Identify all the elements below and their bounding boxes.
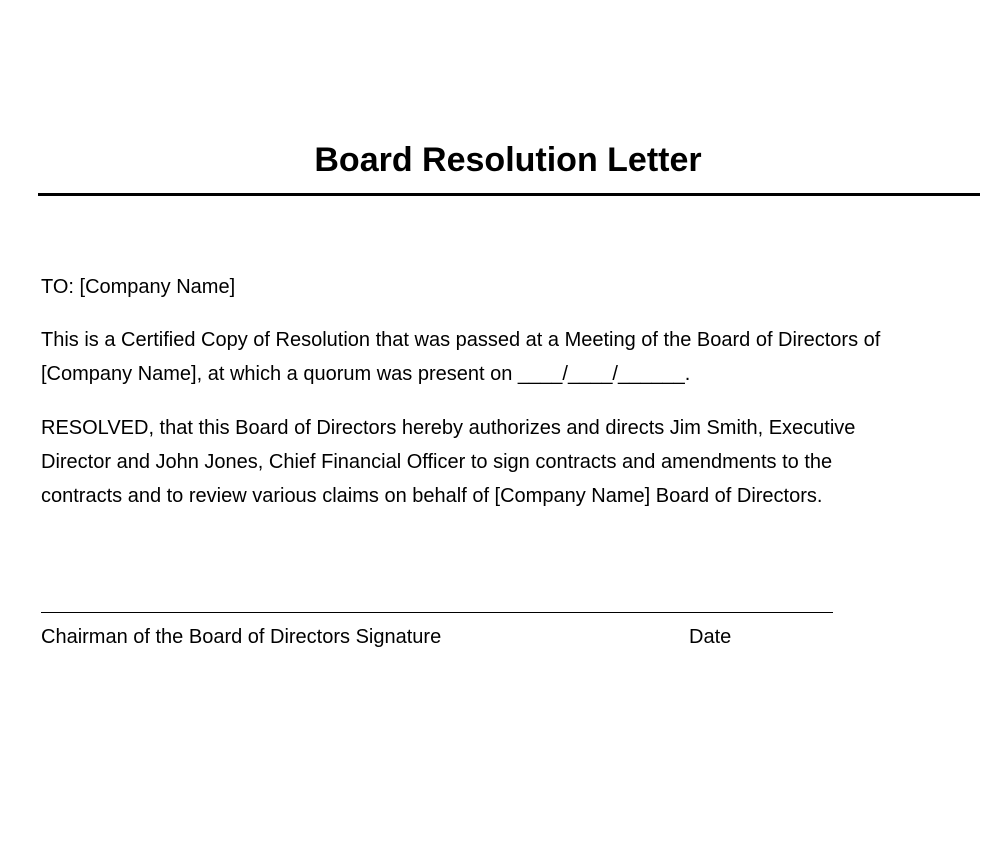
resolved-line-3: contracts and to review various claims on behalf of [Company Name] Board of Directors. [41, 485, 823, 507]
document-title: Board Resolution Letter [314, 141, 702, 179]
signature-label: Chairman of the Board of Directors Signature [41, 626, 442, 648]
title-underline [38, 193, 980, 196]
resolved-line-2: Director and John Jones, Chief Financial Officer to sign contracts and amendments to the [41, 451, 833, 473]
signature-line [41, 612, 833, 613]
certified-copy-paragraph [41, 323, 971, 391]
resolved-line-1: RESOLVED, that this Board of Directors hereby authorizes and directs Jim Smith, Executive [41, 417, 856, 439]
certified-line-2: [Company Name], at which a quorum was present on ____/____/______. [41, 363, 691, 385]
date-label: Date [689, 626, 732, 648]
to-line: TO: [Company Name] [41, 276, 236, 298]
certified-line-1: This is a Certified Copy of Resolution that was passed at a Meeting of the Board of Directors of [41, 329, 881, 351]
resolved-paragraph [41, 411, 971, 513]
